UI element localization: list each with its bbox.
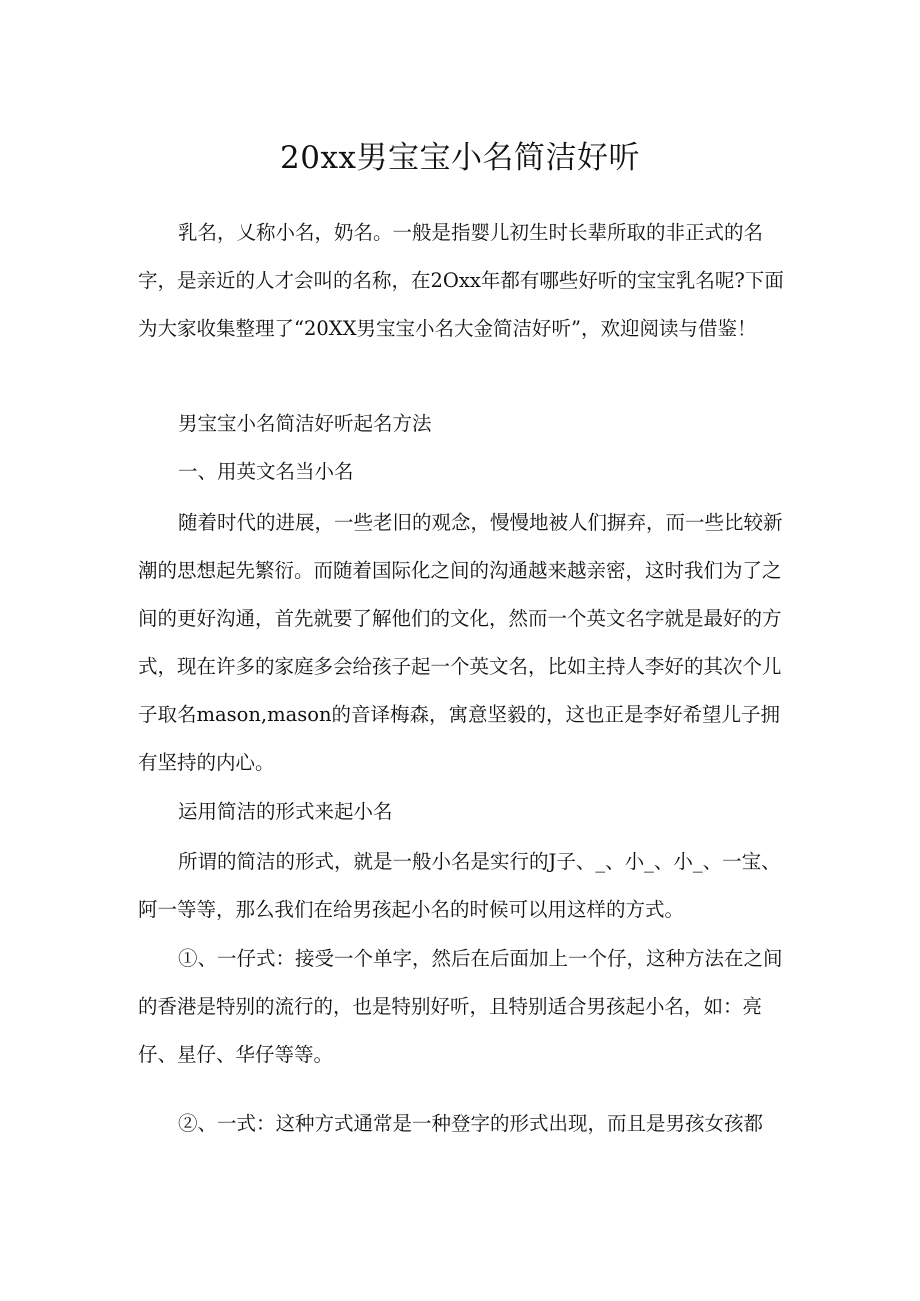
method-one-body: 随着时代的进展，一些老旧的观念，慢慢地被人们摒弃，而一些比较新潮的思想起先繁衍。而随着国际化之间的沟通越来越亲密，这时我们为了之间的更好沟通，首先就要了解他们的文化，然而一个英文名字就是最好的方式，现在许多的家庭多会给孩子起一个英文名，比如主持人李好的其次个儿子取名mason,mason的音译梅森，寓意坚毅的，这也正是李好希望儿子拥有坚持的内心。 [138, 511, 783, 774]
intro-paragraph: 乳名，乂称小名，奶名。一般是指婴儿初生时长辈所取的非正式的名字，是亲近的人才会叫的名称，在2Oxx年都有哪些好听的宝宝乳名呢?下面为大家收集整理了“20XX男宝宝小名大金简洁好听”，欢迎阅读与借鉴！ [138, 221, 784, 340]
method-two-heading: 运用简洁的形式来起小名 [178, 800, 393, 823]
style-one-paragraph: ①、一仔式：接受一个单字，然后在后面加上一个仔，这种方法在之间的香港是特别的流行的，也是特别好听，且特别适合男孩起小名，如：亮仔、星仔、华仔等等。 [138, 947, 783, 1066]
document-title: 20xx男宝宝小名简洁好听 [280, 140, 640, 176]
method-one-heading: 一、用英文名当小名 [178, 460, 354, 483]
section-heading: 男宝宝小名简洁好听起名方法 [178, 412, 432, 435]
method-two-body: 所谓的简洁的形式，就是一般小名是实行的J子、_、小_、小_、一宝、阿一等等，那么我们在给男孩起小名的时候可以用这样的方式。 [138, 850, 781, 921]
style-two-paragraph: ②、一式：这种方式通常是一种登字的形式出现，而且是男孩女孩都 [178, 1112, 764, 1135]
